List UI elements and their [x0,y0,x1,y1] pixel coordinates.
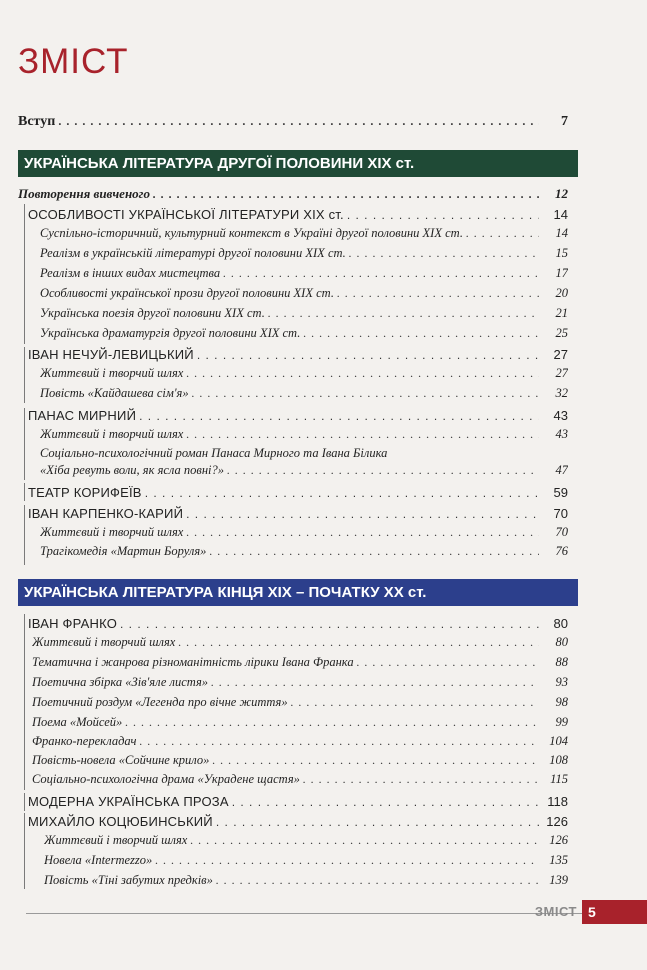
toc-entry[interactable] [32,771,568,788]
leader-dots [357,654,539,671]
leader-dots [216,872,539,889]
toc-entry-page: 126 [549,833,568,847]
toc-entry-page: 12 [555,186,568,201]
leader-dots [186,365,539,382]
toc-entry[interactable] [32,694,568,711]
toc-entry-page: 70 [555,525,568,539]
leader-dots [192,385,539,402]
toc-entry-page: 32 [555,386,568,400]
toc-entry[interactable] [40,524,568,541]
toc-entry-label: Повторення вивченого [18,186,150,201]
toc-entry-label: ІВАН КАРПЕНКО-КАРИЙ [28,506,184,521]
toc-entry-label: Поема «Мойсей» [32,715,123,729]
toc-entry[interactable] [40,426,568,443]
leader-dots [303,771,539,788]
toc-entry-label: ІВАН НЕЧУЙ-ЛЕВИЦЬКИЙ [28,347,194,362]
toc-entry[interactable] [40,543,568,560]
group-divider [24,408,25,480]
toc-entry-label: Життєвий і творчий шлях [32,635,176,649]
toc-entry-page: 43 [553,408,568,423]
page-number-value: 5 [588,904,596,920]
toc-entry[interactable] [28,206,568,224]
section-banner-title: УКРАЇНСЬКА ЛІТЕРАТУРА КІНЦЯ ХІХ – ПОЧАТКУ ХХ ст. [24,584,427,601]
leader-dots [212,752,539,769]
toc-entry[interactable] [44,832,568,849]
toc-entry-label: Повість-новела «Сойчине крило» [32,753,210,767]
toc-entry[interactable] [28,407,568,425]
toc-entry-page: 115 [550,772,568,786]
toc-entry-page: 14 [555,226,568,240]
toc-entry-page: 17 [555,266,568,280]
toc-entry-page: 76 [555,544,568,558]
group-divider [24,483,25,501]
leader-dots [186,426,539,443]
toc-entry-label: Суспільно-історичний, культурний контекст в Україні другої половини ХІХ ст. [40,226,463,240]
toc-entry[interactable] [28,505,568,523]
toc-entry-label: Реалізм в інших видах мистецтва [40,266,221,280]
toc-entry-label: Життєвий і творчий шлях [40,366,184,380]
leader-dots [223,265,539,282]
leader-dots [58,113,539,130]
toc-entry-label: Життєвий і творчий шлях [40,525,184,539]
toc-entry-page: 15 [555,246,568,260]
toc-entry-label: Особливості української прози другої половини ХІХ ст. [40,286,334,300]
leader-dots [155,852,539,869]
toc-entry-label: Реалізм в українській літературі другої половини ХІХ ст. [40,246,346,260]
page-title: ЗМІСТ [18,42,129,81]
toc-entry-page: 93 [555,675,568,689]
leader-dots [291,694,539,711]
toc-entry-intro[interactable] [18,113,568,130]
toc-entry[interactable] [40,285,568,302]
toc-entry-page: 126 [546,814,568,829]
toc-entry-label: Франко-перекладач [32,734,137,748]
toc-entry-label: Поетичний роздум «Легенда про вічне життя» [32,695,288,709]
toc-entry-label: Повість «Тіні забутих предків» [44,873,213,887]
toc-entry-label: Поетична збірка «Зів'яле листя» [32,675,209,689]
leader-dots [190,832,539,849]
toc-entry-page: 27 [553,347,568,362]
toc-entry[interactable] [32,752,568,769]
footer-label: ЗМІСТ [534,904,577,919]
toc-entry-page: 43 [555,427,568,441]
toc-entry-label: МИХАЙЛО КОЦЮБИНСЬКИЙ [28,814,213,829]
section-banner-2 [18,579,578,606]
toc-entry-label: Повість «Кайдашева сім'я» [40,386,189,400]
group-divider [24,614,25,790]
toc-entry[interactable] [40,462,568,479]
toc-entry[interactable] [32,674,568,691]
toc-entry-label: ІВАН ФРАНКО [28,616,118,631]
leader-dots [232,794,539,811]
toc-entry-page: 7 [561,114,568,129]
leader-dots [153,186,539,203]
toc-entry-page: 21 [555,306,568,320]
page-number [582,900,647,924]
leader-dots [120,616,539,633]
toc-entry[interactable] [44,852,568,869]
leader-dots [216,814,539,831]
toc-entry-label: Соціально-психологічна драма «Украдене щастя» [32,772,300,786]
toc-entry[interactable] [32,654,568,671]
toc-entry-label: Українська драматургія другої половини ХІХ ст. [40,326,301,340]
toc-entry-label: Соціально-психологічний роман Панаса Мирного та Івана Білика [40,446,388,460]
group-divider [24,793,25,811]
leader-dots [139,408,539,425]
toc-entry[interactable] [28,793,568,811]
leader-dots [268,305,539,322]
toc-entry[interactable] [40,225,568,242]
toc-entry[interactable] [40,365,568,382]
toc-entry-label: МОДЕРНА УКРАЇНСЬКА ПРОЗА [28,794,229,809]
section-banner-title: УКРАЇНСЬКА ЛІТЕРАТУРА ДРУГОЇ ПОЛОВИНИ ХІХ ст. [24,155,415,172]
toc-entry-page: 27 [555,366,568,380]
toc-entry[interactable] [28,615,568,633]
toc-entry[interactable] [40,305,568,322]
group-divider [24,505,25,565]
section-banner-1 [18,150,578,177]
toc-entry[interactable] [40,325,568,342]
leader-dots [186,506,539,523]
leader-dots [125,714,539,731]
leader-dots [139,733,539,750]
leader-dots [227,462,539,479]
leader-dots [347,207,539,224]
toc-entry-page: 99 [555,715,568,729]
group-divider [24,204,25,344]
leader-dots [466,225,539,242]
toc-entry-page: 108 [549,753,568,767]
toc-entry-label: ТЕАТР КОРИФЕЇВ [28,485,142,500]
toc-entry-page: 135 [549,853,568,867]
leader-dots [211,674,539,691]
toc-entry-page: 98 [555,695,568,709]
toc-entry[interactable] [28,813,568,831]
toc-entry-page: 80 [555,635,568,649]
toc-entry-label: Трагікомедія «Мартин Боруля» [40,544,207,558]
toc-entry-label: ОСОБЛИВОСТІ УКРАЇНСЬКОЇ ЛІТЕРАТУРИ ХІХ ст. [28,207,344,222]
toc-entry[interactable] [40,245,568,262]
footer-rule [26,913,582,914]
toc-entry[interactable] [44,872,568,889]
toc-entry[interactable] [40,445,568,462]
toc-entry-label: Новела «Intermezzo» [44,853,153,867]
leader-dots [178,634,539,651]
toc-entry-page: 139 [549,873,568,887]
toc-entry[interactable] [40,385,568,402]
leader-dots [145,485,539,502]
toc-entry-page: 88 [555,655,568,669]
toc-entry[interactable] [18,185,568,203]
toc-entry[interactable] [28,346,568,364]
toc-entry-label: Вступ [18,114,56,129]
toc-entry[interactable] [32,714,568,731]
toc-entry-label: Життєвий і творчий шлях [40,427,184,441]
toc-entry-page: 70 [553,506,568,521]
leader-dots [186,524,539,541]
leader-dots [337,285,539,302]
leader-dots [197,347,539,364]
toc-entry-page: 20 [555,286,568,300]
toc-entry-page: 80 [553,616,568,631]
group-divider [24,347,25,403]
toc-entry-page: 118 [547,794,568,809]
toc-entry-page: 104 [549,734,568,748]
toc-entry-page: 25 [555,326,568,340]
toc-entry[interactable] [32,634,568,651]
toc-entry-label: ПАНАС МИРНИЙ [28,408,137,423]
toc-entry-label: Тематична і жанрова різноманітність лірики Івана Франка [32,655,354,669]
toc-entry-label: Життєвий і творчий шлях [44,833,188,847]
toc-entry-label: «Хіба ревуть воли, як ясла повні?» [40,463,225,477]
leader-dots [303,325,539,342]
toc-entry-page: 59 [553,485,568,500]
leader-dots [209,543,539,560]
toc-entry[interactable] [28,484,568,502]
toc-entry[interactable] [40,265,568,282]
toc-entry-label: Українська поезія другої половини ХІХ ст. [40,306,265,320]
toc-entry[interactable] [32,733,568,750]
group-divider [24,813,25,889]
toc-entry-page: 14 [553,207,568,222]
toc-entry-page: 47 [555,463,568,477]
leader-dots [349,245,539,262]
